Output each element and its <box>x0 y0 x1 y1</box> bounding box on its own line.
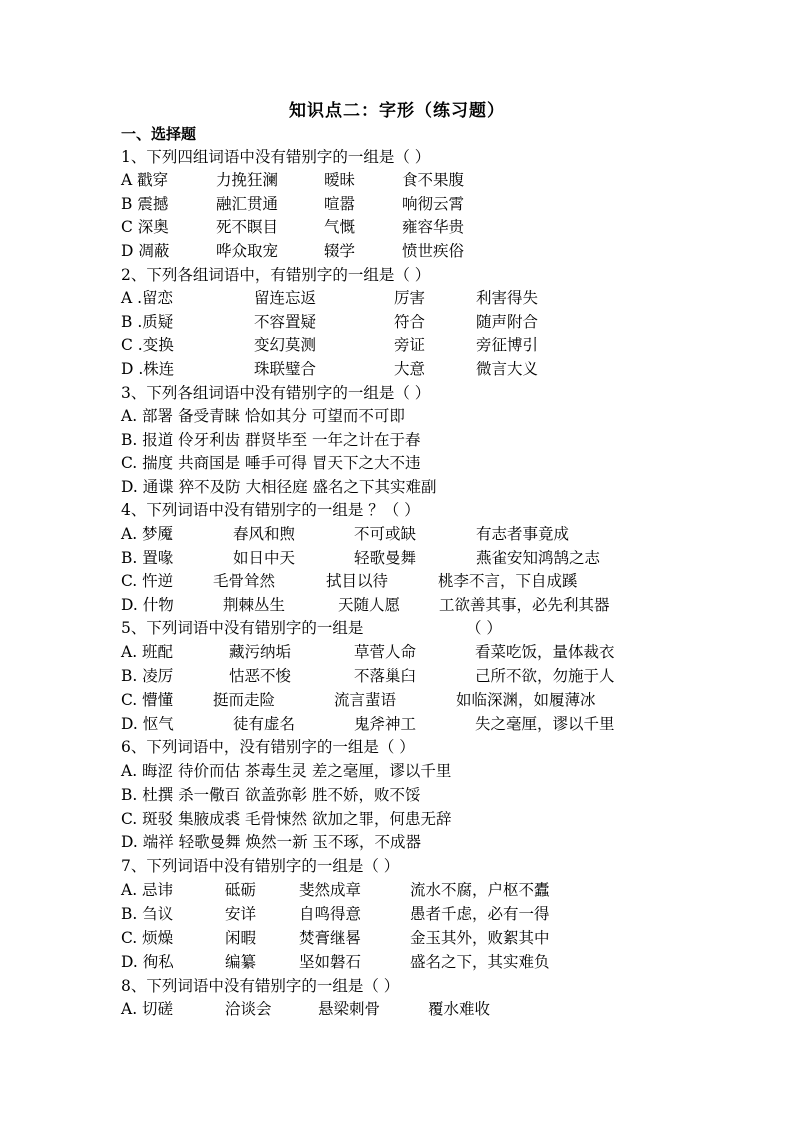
option-cell: D .株连 <box>121 360 175 378</box>
option-cell: 愤世疾俗 <box>402 242 465 260</box>
option-cell: 失之毫厘，谬以千里 <box>475 715 615 733</box>
option-cell: 如日中天 <box>233 549 296 567</box>
option-cell: A. 梦魇 <box>121 525 174 543</box>
page-title: 知识点二：字形（练习题） <box>289 101 505 121</box>
option-cell: 看菜吃饭，量体裁衣 <box>475 643 615 661</box>
option-cell: 力挽狂澜 <box>216 171 279 189</box>
option-cell: 大意 <box>394 360 426 378</box>
question-6-option-a: A. 晦涩 待价而估 茶毒生灵 差之毫厘，谬以千里 <box>121 762 452 780</box>
question-6-option-d: D. 端祥 轻歌曼舞 焕然一新 玉不琢，不成器 <box>121 833 422 851</box>
option-cell: B. 刍议 <box>121 905 174 923</box>
option-cell: 辍学 <box>324 242 356 260</box>
option-cell: 变幻莫测 <box>254 336 317 354</box>
question-3-option-b: B. 报道 伶牙利齿 群贤毕至 一年之计在于春 <box>121 431 421 449</box>
option-cell: A. 班配 <box>121 643 174 661</box>
option-cell: 气慨 <box>324 218 356 236</box>
option-cell: D. 徇私 <box>121 953 174 971</box>
option-cell: 徒有虚名 <box>233 715 296 733</box>
option-cell: 旁征博引 <box>476 336 539 354</box>
option-cell: D 凋蔽 <box>121 242 170 260</box>
answer-blank: （ ） <box>466 619 502 637</box>
question-2-stem: 2、下列各组词语中，有错别字的一组是（ ） <box>121 266 431 284</box>
question-6-stem: 6、下列词语中，没有错别字的一组是（ ） <box>121 738 415 756</box>
option-cell: 喧嚣 <box>324 195 356 213</box>
option-cell: 响彻云霄 <box>402 195 465 213</box>
question-3-option-c: C. 揣度 共商国是 唾手可得 冒天下之大不违 <box>121 454 421 472</box>
option-cell: 不可或缺 <box>354 525 417 543</box>
option-cell: B. 置喙 <box>121 549 174 567</box>
option-cell: 旁证 <box>394 336 426 354</box>
question-6-option-c: C. 斑驳 集腋成裘 毛骨悚然 欲加之罪，何患无辞 <box>121 810 452 828</box>
option-cell: 砥砺 <box>225 881 257 899</box>
option-cell: D. 什物 <box>121 596 174 614</box>
option-cell: 金玉其外，败絮其中 <box>410 929 550 947</box>
option-cell: 燕雀安知鸿鹄之志 <box>476 549 601 567</box>
option-cell: 闲暇 <box>225 929 257 947</box>
question-3-option-d: D. 通谍 猝不及防 大相径庭 盛名之下其实难副 <box>121 478 437 496</box>
option-cell: C. 懵懂 <box>121 691 174 709</box>
option-cell: 融汇贯通 <box>216 195 279 213</box>
option-cell: 雍容华贵 <box>402 218 465 236</box>
option-cell: 厉害 <box>394 289 426 307</box>
option-cell: 荆棘丛生 <box>223 596 286 614</box>
option-cell: 斐然成章 <box>299 881 362 899</box>
option-cell: 盛名之下，其实难负 <box>410 953 550 971</box>
option-cell: 悬梁刺骨 <box>318 1000 381 1018</box>
question-3-stem: 3、下列各组词语中没有错别字的一组是（ ） <box>121 384 431 402</box>
option-cell: 利害得失 <box>476 289 539 307</box>
option-cell: A. 忌讳 <box>121 881 174 899</box>
option-cell: 流言蜚语 <box>334 691 397 709</box>
option-cell: 流水不腐，户枢不蠹 <box>410 881 550 899</box>
option-cell: A .留恋 <box>121 289 174 307</box>
question-8-stem: 8、下列词语中没有错别字的一组是（ ） <box>121 977 400 995</box>
option-cell: 自鸣得意 <box>299 905 362 923</box>
option-cell: 怙恶不悛 <box>229 667 292 685</box>
option-cell: 轻歌曼舞 <box>354 549 417 567</box>
option-cell: C 深奥 <box>121 218 169 236</box>
option-cell: 桃李不言，下自成蹊 <box>438 572 578 590</box>
option-cell: C .变换 <box>121 336 174 354</box>
option-cell: 草菅人命 <box>354 643 417 661</box>
option-cell: 哗众取宠 <box>216 242 279 260</box>
option-cell: 藏污纳垢 <box>229 643 292 661</box>
question-7-stem: 7、下列词语中没有错别字的一组是（ ） <box>121 857 400 875</box>
option-cell: 不容置疑 <box>254 313 317 331</box>
question-4-stem: 4、下列词语中没有错别字的一组是 ？（ ） <box>121 501 420 519</box>
option-cell: 拭目以待 <box>326 572 389 590</box>
option-cell: C. 忤逆 <box>121 572 174 590</box>
option-cell: 编纂 <box>225 953 257 971</box>
option-cell: 天随人愿 <box>338 596 401 614</box>
option-cell: 如临深渊，如履薄冰 <box>456 691 596 709</box>
option-cell: 春风和煦 <box>233 525 296 543</box>
option-cell: 坚如磐石 <box>299 953 362 971</box>
option-cell: 暧昧 <box>324 171 356 189</box>
option-cell: C. 烦燥 <box>121 929 174 947</box>
option-cell: 覆水难收 <box>428 1000 491 1018</box>
option-cell: 挺而走险 <box>213 691 276 709</box>
option-cell: 符合 <box>394 313 426 331</box>
option-cell: 不落巢臼 <box>354 667 417 685</box>
option-cell: 洽谈会 <box>225 1000 272 1018</box>
section-heading: 一、选择题 <box>121 125 197 143</box>
option-cell: 微言大义 <box>476 360 539 378</box>
option-cell: 有志者事竟成 <box>476 525 570 543</box>
question-6-option-b: B. 杜撰 杀一儆百 欲盖弥彰 胜不娇，败不馁 <box>121 786 421 804</box>
option-cell: 珠联璧合 <box>254 360 317 378</box>
question-3-option-a: A. 部署 备受青睐 恰如其分 可望而不可即 <box>121 407 405 425</box>
option-cell: B 震撼 <box>121 195 169 213</box>
option-cell: 安详 <box>225 905 257 923</box>
question-1-stem: 1、下列四组词语中没有错别字的一组是（ ） <box>121 148 431 166</box>
option-cell: 随声附合 <box>476 313 539 331</box>
option-cell: 焚膏继晷 <box>299 929 362 947</box>
option-cell: 留连忘返 <box>254 289 317 307</box>
question-stem-text: 5、下列词语中没有错别字的一组是 <box>121 619 364 637</box>
option-cell: A. 切磋 <box>121 1000 174 1018</box>
option-cell: 愚者千虑，必有一得 <box>410 905 550 923</box>
option-cell: 工欲善其事，必先利其器 <box>439 596 610 614</box>
option-cell: 食不果腹 <box>402 171 465 189</box>
option-cell: 鬼斧神工 <box>354 715 417 733</box>
option-cell: 死不瞑目 <box>216 218 279 236</box>
option-cell: B .质疑 <box>121 313 174 331</box>
option-cell: A 戳穿 <box>121 171 169 189</box>
option-cell: B. 凌厉 <box>121 667 174 685</box>
option-cell: 己所不欲，勿施于人 <box>475 667 615 685</box>
option-cell: D. 怄气 <box>121 715 174 733</box>
option-cell: 毛骨耸然 <box>213 572 276 590</box>
